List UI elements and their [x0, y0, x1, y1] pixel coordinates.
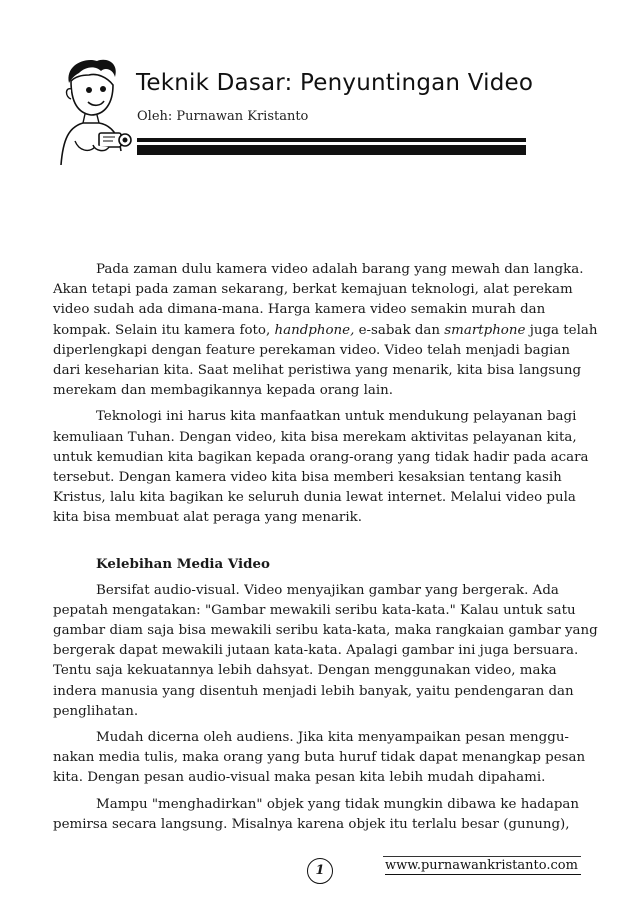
section-heading: Kelebihan Media Video — [96, 556, 270, 573]
p1-italic-term: smartphone — [444, 322, 526, 338]
document-title: Teknik Dasar: Penyuntingan Video — [136, 70, 534, 96]
header-rule-thin — [137, 138, 526, 142]
p2-line: tersebut. Dengan kamera video kita bisa memberi kesaksian tentang kasih — [53, 469, 562, 485]
footer-url-underline — [385, 874, 581, 875]
p5-line: Mampu "menghadirkan" objek yang tidak mungkin dibawa ke hadapan — [96, 796, 580, 812]
p4-line: nakan media tulis, maka orang yang buta huruf tidak dapat menangkap pesan — [53, 750, 586, 766]
p4-line: Mudah dicerna oleh audiens. Jika kita menyampaikan pesan menggu- — [96, 729, 569, 745]
p1-line: diperlengkapi dengan feature perekaman video. Video telah menjadi bagian — [53, 342, 571, 358]
p3-line: Tentu saja kekuatannya lebih dahsyat. Dengan menggunakan video, maka — [53, 663, 557, 679]
header-rule-thick — [137, 145, 526, 155]
p2-line: Kristus, lalu kita bagikan ke seluruh dunia lewat internet. Melalui video pula — [53, 490, 576, 506]
p3-line: bergerak dapat mewakili jutaan kata-kata. Apalagi gambar ini juga bersuara. — [53, 643, 579, 659]
p1-line: video sudah ada dimana-mana. Harga kamera video semakin murah dan — [53, 302, 546, 318]
p1-text: kompak. Selain itu kamera foto, — [53, 322, 275, 338]
p1-text: e-sabak dan — [354, 322, 445, 338]
p1-line — [53, 321, 598, 341]
p1-line: Akan tetapi pada zaman sekarang, berkat kemajuan teknologi, alat perekam — [53, 282, 573, 298]
p2-line: untuk kemudian kita bagikan kepada orang-orang yang tidak hadir pada acara — [53, 449, 589, 465]
p1-line: Pada zaman dulu kamera video adalah barang yang mewah dan langka. — [96, 262, 584, 277]
cartoon-boy-with-video-camera-icon — [55, 55, 135, 175]
p3-line: penglihatan. — [53, 703, 139, 719]
p3-line: indera manusia yang disentuh menjadi lebih banyak, yaitu pendengaran dan — [53, 683, 574, 699]
footer-website-link[interactable]: www.purnawankristanto.com — [385, 858, 578, 873]
p1-line: dari keseharian kita. Saat melihat peristiwa yang menarik, kita bisa langsung — [53, 362, 582, 378]
p4-line: kita. Dengan pesan audio-visual maka pesan kita lebih mudah dipahami. — [53, 770, 546, 786]
article-body — [53, 260, 598, 835]
p1-text: juga telah — [525, 322, 598, 338]
footer-rule — [383, 856, 581, 857]
author-byline: Oleh: Purnawan Kristanto — [137, 109, 309, 124]
p1-line: merekam dan membagikannya kepada orang lain. — [53, 383, 394, 399]
p1-italic-term: handphone, — [274, 322, 355, 338]
p5-line: pemirsa secara langsung. Misalnya karena objek itu terlalu besar (gunung), — [53, 816, 570, 832]
p2-line: kita bisa membuat alat peraga yang menarik. — [53, 510, 362, 526]
p2-line: Teknologi ini harus kita manfaatkan untuk mendukung pelayanan bagi — [96, 409, 577, 425]
page-number: 1 — [307, 858, 333, 884]
p3-line: Bersifat audio-visual. Video menyajikan gambar yang bergerak. Ada — [96, 582, 559, 598]
p3-line: pepatah mengatakan: "Gambar mewakili seribu kata-kata." Kalau untuk satu — [53, 602, 576, 618]
p3-line: gambar diam saja bisa mewakili seribu kata-kata, maka rangkaian gambar yang — [53, 623, 598, 638]
p2-line: kemuliaan Tuhan. Dengan video, kita bisa merekam aktivitas pelayanan kita, — [53, 429, 577, 445]
